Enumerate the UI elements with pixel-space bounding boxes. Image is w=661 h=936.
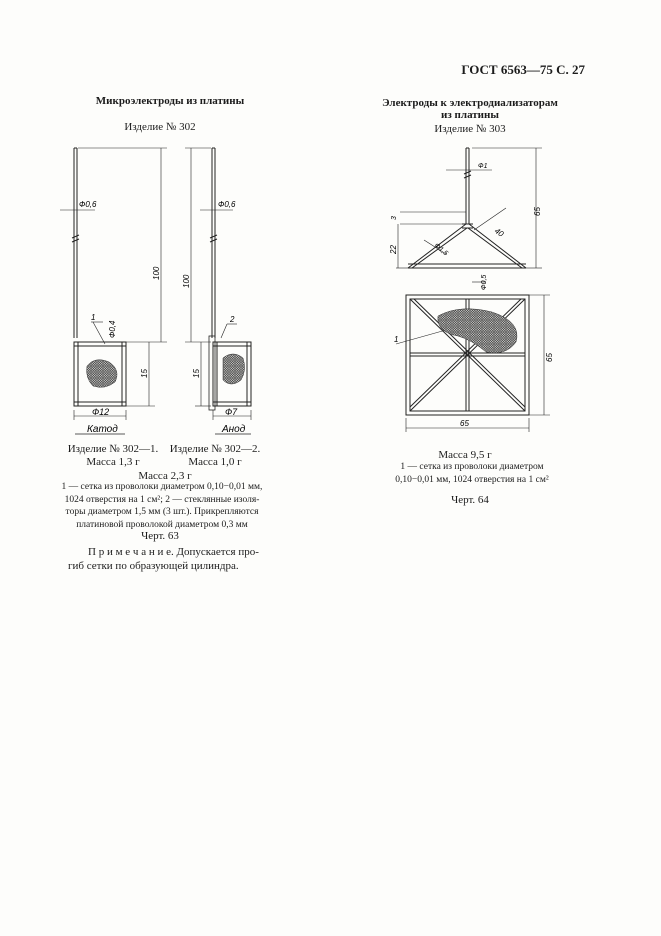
right-item-number: Изделие № 303 — [434, 123, 506, 135]
dim-top-65: 65 — [533, 207, 542, 216]
dim-22: 22 — [389, 245, 398, 254]
dim-d15: Ф1,5 — [432, 242, 449, 258]
figure-63: Черт. 63 — [141, 530, 179, 542]
pos-2: 2 — [230, 315, 235, 324]
dim-height-cathode: 100 — [152, 266, 161, 280]
figure-64: Черт. 64 — [451, 494, 489, 506]
dim-d-cathode: Ф12 — [92, 407, 110, 417]
mesh-patch — [438, 309, 517, 353]
cathode-mesh — [87, 360, 117, 388]
dim-height-anode: 100 — [182, 274, 191, 288]
left-section-title: Микроэлектроды из платины — [95, 95, 245, 107]
left-mass-total: Масса 2,3 г — [138, 470, 192, 482]
dim-bottom-65: 65 — [460, 419, 469, 428]
dim-cyl-cathode: 15 — [140, 369, 149, 378]
anode-mesh — [223, 354, 245, 384]
dim-3: 3 — [391, 216, 398, 220]
item-302-1: Изделие № 302—1. Масса 1,3 г — [67, 443, 159, 468]
dim-d05: Ф0,5 — [481, 274, 488, 290]
dim-side-65: 65 — [545, 353, 554, 362]
standard-header: ГОСТ 6563—75 С. 27 — [461, 62, 585, 77]
label-anode: Анод — [222, 424, 246, 435]
pos-1-right: 1 — [394, 335, 399, 344]
left-legend: 1 — сетка из проволоки диаметром 0,10−0,01 мм, 1024 отверстия на 1 см²; 2 — стеклянные изоля- торы диаметром 1,5 мм (3 шт.). Прикрепляются платиновой проволокой диаметром 0,3 мм — [61, 482, 263, 530]
dim-cyl-anode: 15 — [192, 369, 201, 378]
left-item-number: Изделие № 302 — [124, 121, 196, 133]
right-section-title: Электроды к электродиализаторам из платины — [382, 97, 558, 121]
dim-wire-anode: Ф0,6 — [218, 200, 236, 209]
dim-mesh: Ф0,4 — [108, 320, 117, 338]
dim-d-anode: Ф7 — [225, 407, 238, 417]
left-note: П р и м е ч а н и е. Допускается про- гиб сетки по образующей цилиндра. — [68, 546, 259, 572]
right-mass: Масса 9,5 г — [438, 449, 492, 461]
dim-wire: Ф1 — [478, 163, 488, 170]
dim-40: 40 — [492, 226, 506, 239]
pos-1: 1 — [91, 313, 96, 322]
dim-wire-cathode: Ф0,6 — [79, 200, 97, 209]
label-cathode: Катод — [87, 424, 118, 435]
item-302-2: Изделие № 302—2. Масса 1,0 г — [169, 443, 261, 468]
microelectrodes-drawing — [55, 138, 270, 438]
right-legend: 1 — сетка из проволоки диаметром 0,10−0,01 мм, 1024 отверстия на 1 см² — [395, 462, 549, 485]
electrodialyzer-drawing — [386, 140, 556, 440]
